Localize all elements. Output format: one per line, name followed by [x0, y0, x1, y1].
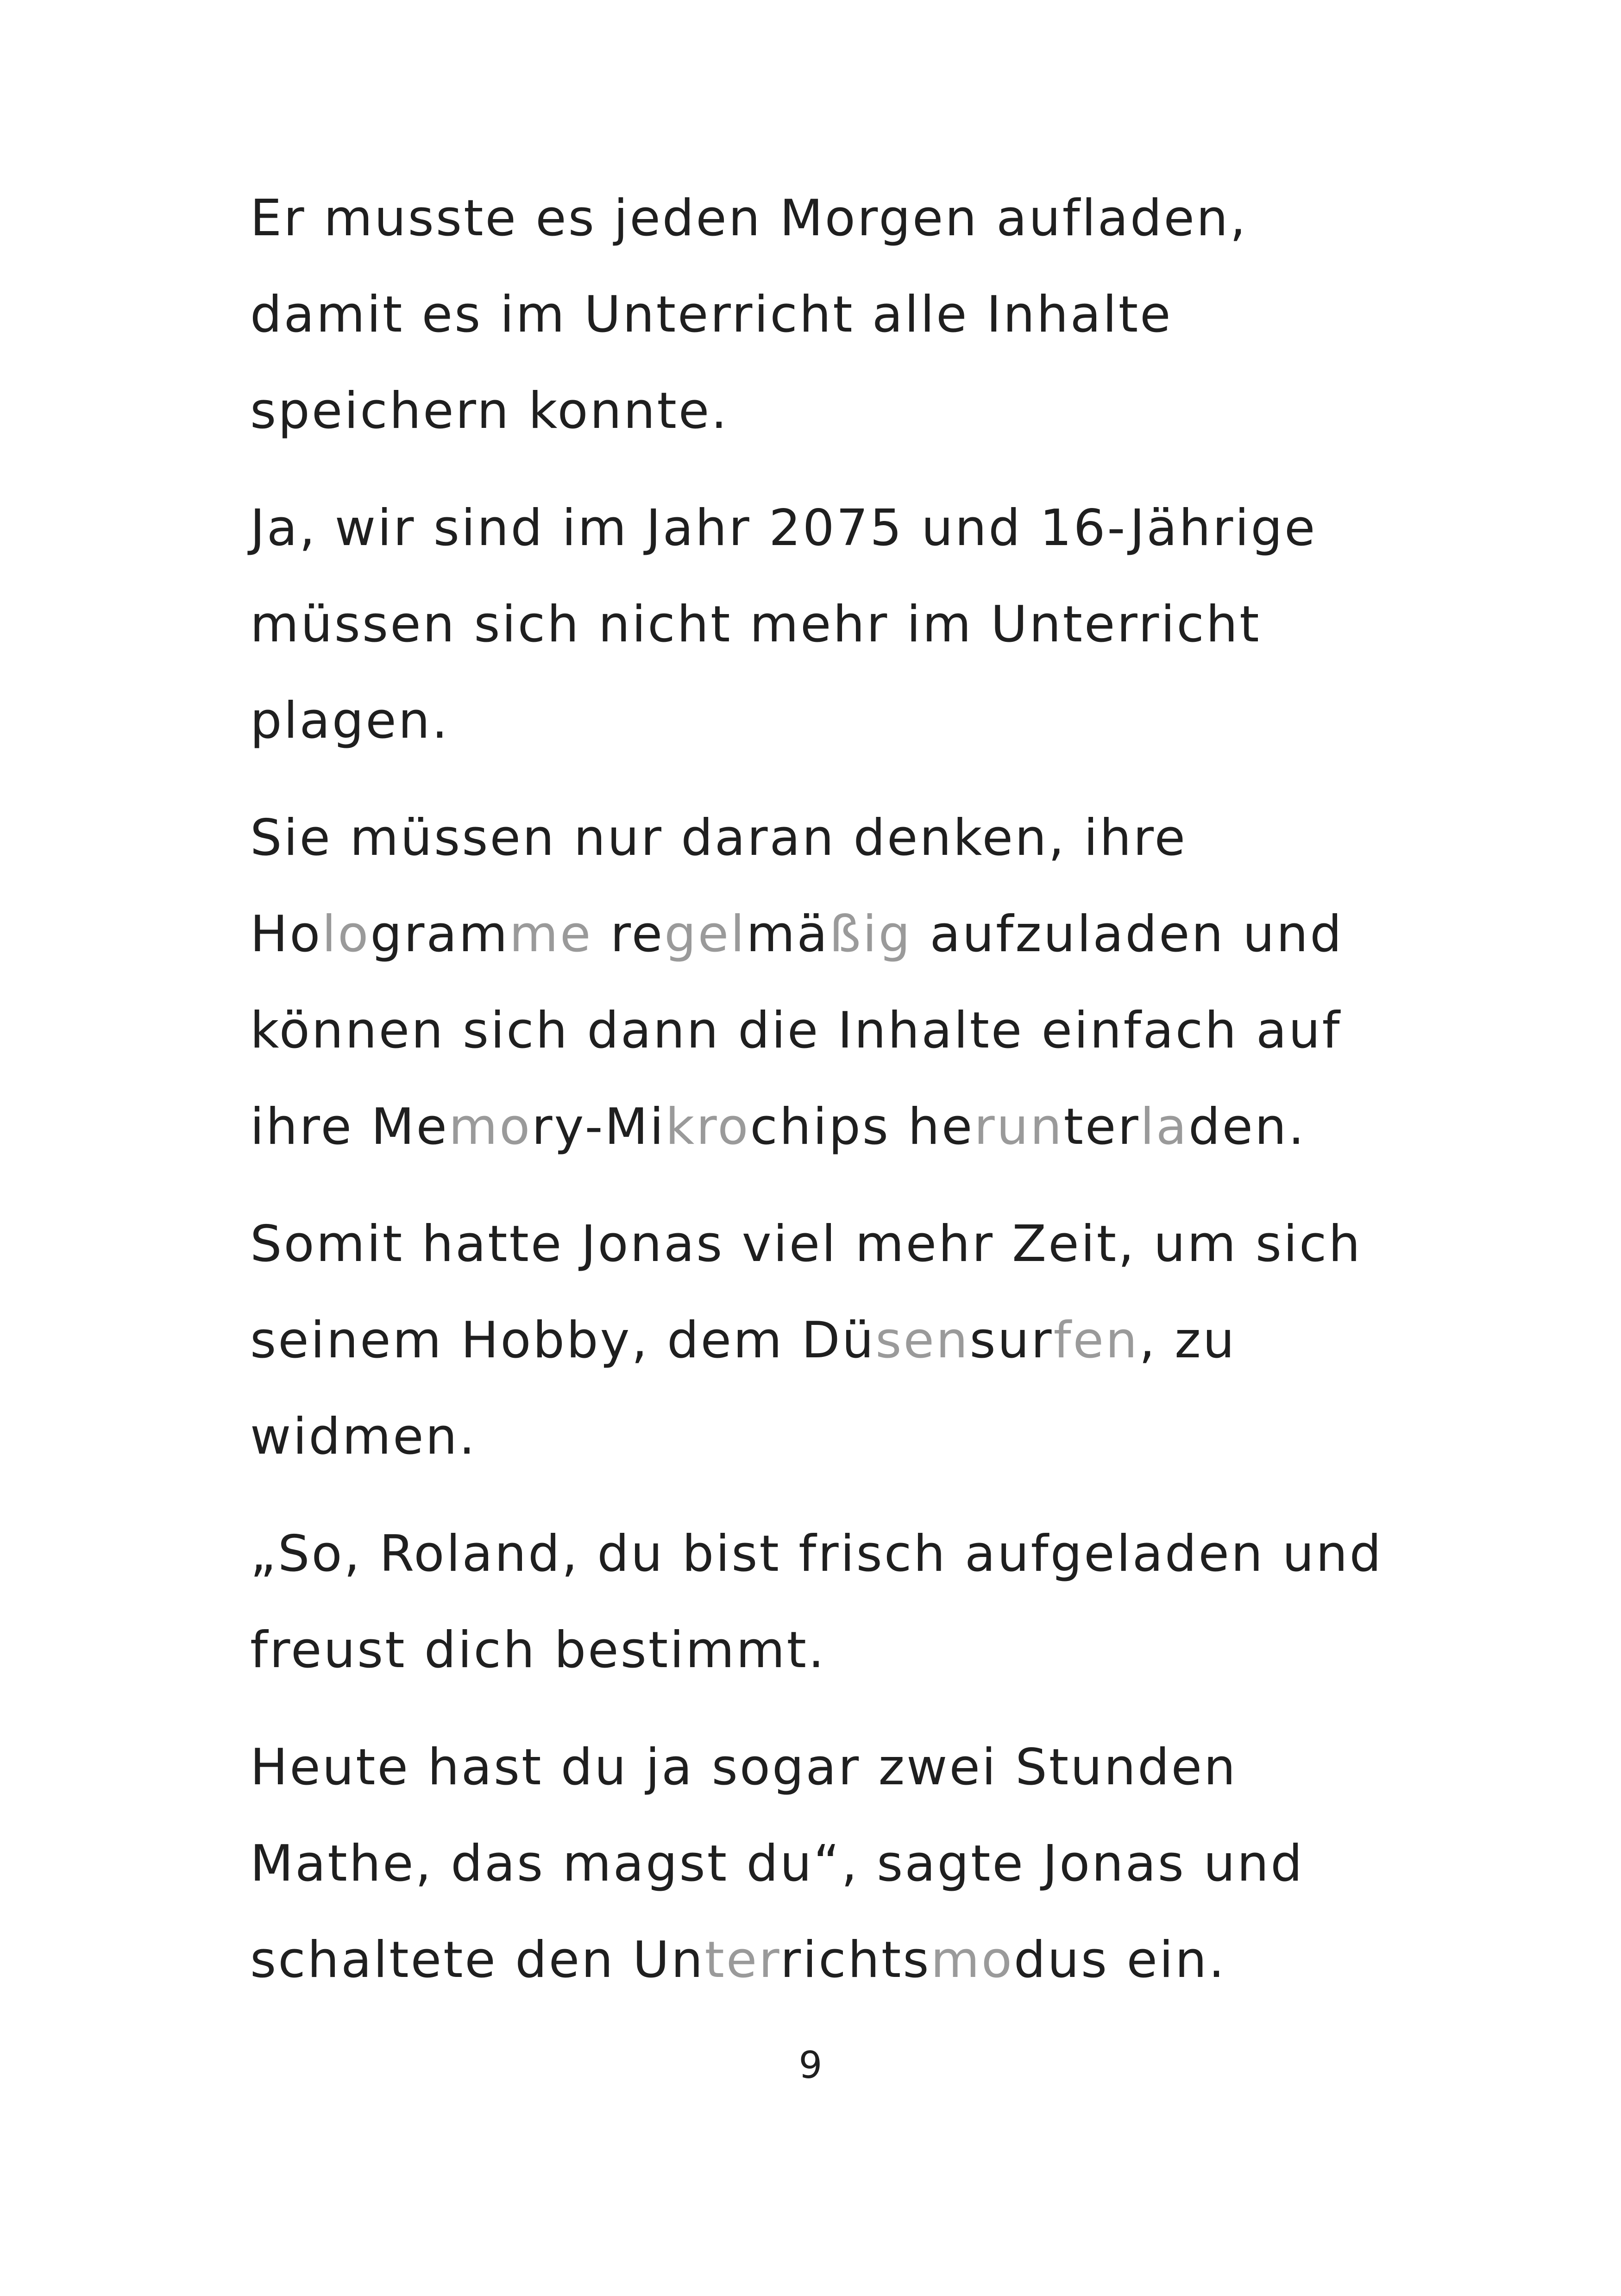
highlighted-syllable: la	[1140, 1098, 1188, 1156]
highlighted-syllable: me	[509, 905, 593, 963]
text-line	[250, 363, 1445, 459]
text-segment: Somit hatte Jonas viel mehr Zeit, um sich	[250, 1215, 1362, 1273]
text-segment: ry-Mi	[532, 1098, 666, 1156]
highlighted-syllable: lo	[322, 905, 371, 963]
paragraph	[250, 1719, 1445, 2008]
text-line	[250, 886, 1445, 983]
paragraph	[250, 1506, 1445, 1699]
highlighted-syllable: mo	[448, 1098, 532, 1156]
text-line	[250, 1816, 1445, 1912]
text-segment: Er musste es jeden Morgen aufladen,	[250, 189, 1248, 247]
paragraph	[250, 790, 1445, 1175]
highlighted-syllable: fen	[1053, 1311, 1139, 1369]
text-segment: richts	[780, 1931, 931, 1989]
text-line	[250, 983, 1445, 1079]
text-line	[250, 1719, 1445, 1816]
text-segment: Heute hast du ja sogar zwei Stunden	[250, 1738, 1238, 1796]
highlighted-syllable: kro	[665, 1098, 750, 1156]
text-line	[250, 790, 1445, 886]
text-segment: ter	[1063, 1098, 1140, 1156]
highlighted-syllable: run	[974, 1098, 1064, 1156]
text-segment: können sich dann die Inhalte einfach auf	[250, 1002, 1342, 1060]
text-line	[250, 673, 1445, 769]
text-segment: müssen sich nicht mehr im Unterricht	[250, 596, 1261, 653]
text-segment: „So, Roland, du bist frisch aufgeladen und	[250, 1525, 1383, 1583]
text-line	[250, 1602, 1445, 1699]
text-segment: sur	[969, 1311, 1054, 1369]
paragraph	[250, 170, 1445, 459]
highlighted-syllable: sen	[875, 1311, 970, 1369]
text-segment: den.	[1188, 1098, 1306, 1156]
story-text	[250, 170, 1445, 2029]
text-segment: widmen.	[250, 1408, 477, 1466]
text-line	[250, 480, 1445, 577]
highlighted-syllable: ßig	[829, 905, 912, 963]
text-segment: plagen.	[250, 692, 450, 750]
text-segment: chips he	[750, 1098, 974, 1156]
text-line	[250, 267, 1445, 363]
text-line	[250, 170, 1445, 267]
text-segment: Sie müssen nur daran denken, ihre	[250, 809, 1187, 867]
text-segment: , zu	[1139, 1311, 1237, 1369]
highlighted-syllable: mo	[930, 1931, 1014, 1989]
text-line	[250, 1079, 1445, 1175]
text-segment: gram	[370, 905, 509, 963]
paragraph	[250, 1196, 1445, 1485]
text-line	[250, 1506, 1445, 1602]
text-segment: ihre Me	[250, 1098, 449, 1156]
text-segment: speichern konnte.	[250, 382, 729, 440]
text-segment: damit es im Unterricht alle Inhalte	[250, 286, 1173, 344]
text-segment: dus ein.	[1013, 1931, 1226, 1989]
text-segment: freust dich bestimmt.	[250, 1621, 826, 1679]
text-line	[250, 1196, 1445, 1292]
paragraph	[250, 480, 1445, 769]
text-segment: Ja, wir sind im Jahr 2075 und 16-Jährige	[250, 499, 1317, 557]
highlighted-syllable: gel	[664, 905, 747, 963]
text-line	[250, 1389, 1445, 1485]
text-segment: schaltete den Un	[250, 1931, 705, 1989]
text-segment: Ho	[250, 905, 322, 963]
text-segment: re	[592, 905, 665, 963]
text-line	[250, 1912, 1445, 2008]
highlighted-syllable: ter	[704, 1931, 780, 1989]
text-segment: Mathe, das magst du“, sagte Jonas und	[250, 1835, 1304, 1893]
page-number: 9	[798, 2044, 823, 2087]
text-line	[250, 577, 1445, 673]
text-segment: seinem Hobby, dem Dü	[250, 1311, 876, 1369]
text-segment: mä	[746, 905, 829, 963]
text-segment: aufzuladen und	[912, 905, 1344, 963]
text-line	[250, 1292, 1445, 1389]
